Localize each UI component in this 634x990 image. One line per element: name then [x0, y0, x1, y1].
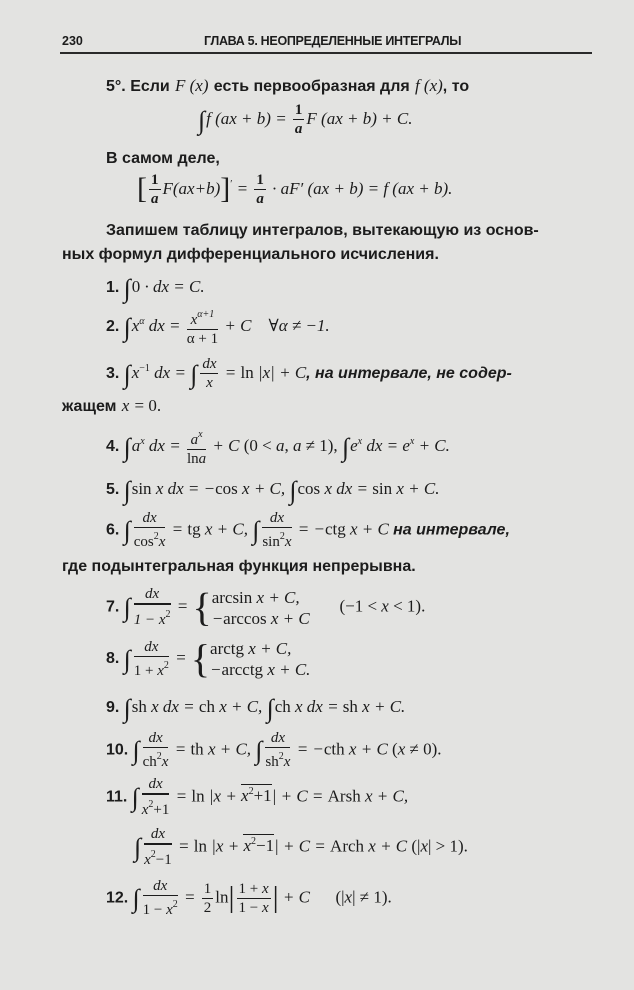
header-rule	[60, 52, 592, 54]
table-intro-line-2: ных формул дифференциального исчисления.	[62, 246, 439, 263]
formula-proof: [ $\frac{1}{a}$ F(ax+b)]′ = $\frac{1}{a}$ · aF′ (ax + b) = f (ax + b).	[137, 172, 453, 208]
formula-10: 10. ∫ $\frac{dx}{ch^2x}$ = th x + C, ∫ $\frac{dx}{sh^2x}$ = −cth x + C (x ≠ 0).	[106, 730, 442, 770]
formula-5: 5. ∫sin x dx = −cos x + C, ∫cos x dx = sin x + C.	[106, 476, 440, 505]
formula-1: 1. ∫0 · dx = C.	[106, 274, 205, 303]
formula-2: 2. $\int x^\alpha$ dx = $\frac{x^{\alpha+1}}{\alpha + 1}$ + C ∀α ≠ −1.	[106, 306, 330, 348]
chapter-title: ГЛАВА 5. НЕОПРЕДЕЛЕННЫЕ ИНТЕГРАЛЫ	[204, 34, 462, 48]
table-intro-line-1: Запишем таблицу интегралов, вытекающую из основ-	[106, 222, 539, 239]
formula-3: 3. $\int x^{-1}$ dx = ∫ $\frac{dx}{x}$ = ln |x| + C, на интервале, не содер-	[106, 356, 512, 391]
formula-12: 12. ∫ $\frac{dx}{1 - x^2}$ = $\frac{1}{2}$ ln| $\frac{1 + x}{1 - x}$ | + C (|x| ≠ 1).	[106, 878, 392, 918]
formula-9: 9. ∫sh x dx = ch x + C, ∫ch x dx = sh x + C.	[106, 694, 406, 723]
formula-11b: ∫ $\frac{dx}{x^2-1}$ = $\ln |x + x^2-1| + C$ = Arch x + C (|x| > 1).	[134, 826, 468, 868]
formula-11a: 11. ∫ $\frac{dx}{x^2+1}$ = $\ln |x + x^2+1| + C$ = Arsh x + C,	[106, 776, 409, 818]
formula-6: 6. ∫ $\frac{dx}{\cos^2x}$ = tg x + C, ∫ $\frac{dx}{\sin^2x}$ = −ctg x + C на интервале,	[106, 510, 510, 550]
formula-4: 4. $\int a^x$ dx = $\frac{a^x}{\ln a}$ + C (0 < a, a ≠ 1), $\int e^x$ dx = $e^x + C$.	[106, 426, 450, 468]
formula-7: 7. ∫ $\frac{dx}{1 - x^2}$ = { arcsin x + C, −arccos x + C (−1 < x < 1).	[106, 584, 426, 630]
formula-linear-substitution: ∫f (ax + b) = $\frac{1}{a}$ F (ax + b) + C.	[198, 102, 413, 137]
formula-3-continuation: жащем x = 0.	[62, 396, 162, 415]
running-header	[62, 34, 590, 54]
page-number: 230	[62, 34, 83, 48]
indeed-text: В самом деле,	[106, 150, 220, 167]
formula-8: 8. ∫ $\frac{dx}{1 + x^2}$ = { arctg x + C, −arcctg x + C.	[106, 636, 311, 681]
formula-6-continuation: где подынтегральная функция непрерывна.	[62, 558, 416, 575]
property-5-statement: 5°. Если F (x) есть первообразная для f (x), то	[106, 76, 470, 95]
